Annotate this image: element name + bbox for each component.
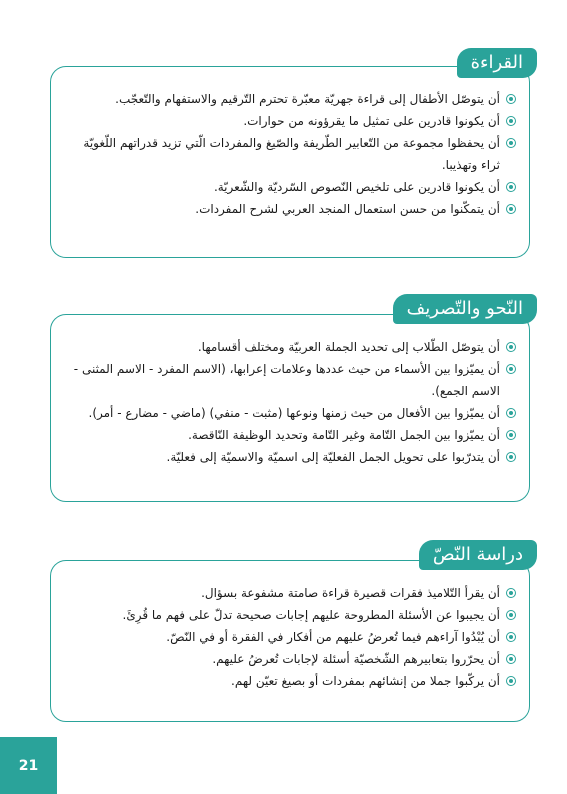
- circle-bullet-icon: [506, 430, 516, 440]
- circle-bullet-icon: [506, 342, 516, 352]
- circle-bullet-icon: [506, 654, 516, 664]
- section-title: دراسة النّصّ: [419, 540, 537, 570]
- list-item: أن يتمكّنوا من حسن استعمال المنجد العربي لشرح المفردات.: [64, 198, 516, 220]
- circle-bullet-icon: [506, 408, 516, 418]
- list-item: أن يكونوا قادرين على تمثيل ما يقرؤونه من حوارات.: [64, 110, 516, 132]
- page-number: 21: [0, 737, 57, 794]
- list-item: أن يحرّروا بتعابيرهم الشّخصيّة أسئلة لإجابات تُعرضُ عليهم.: [64, 648, 516, 670]
- list-item: أن يميّزوا بين الأسماء من حيث عددها وعلامات إعرابها، (الاسم المفرد - الاسم المثنى - الاسم الجمع).: [64, 358, 516, 402]
- circle-bullet-icon: [506, 452, 516, 462]
- circle-bullet-icon: [506, 676, 516, 686]
- list-item: أن يتوصّل الأطفال إلى قراءة جهريّة معبّرة تحترم التّرقيم والاستفهام والتّعجّب.: [64, 88, 516, 110]
- circle-bullet-icon: [506, 182, 516, 192]
- list-item: أن يكونوا قادرين على تلخيص النّصوص السّرديّة والشّعريّة.: [64, 176, 516, 198]
- list-item: أن يركّبوا جملا من إنشائهم بمفردات أو بصيغ تعيّن لهم.: [64, 670, 516, 692]
- section-reading: [50, 48, 530, 260]
- circle-bullet-icon: [506, 94, 516, 104]
- list-item: أن يميّزوا بين الجمل التّامة وغير التّامة وتحديد الوظيفة النّاقصة.: [64, 424, 516, 446]
- circle-bullet-icon: [506, 364, 516, 374]
- circle-bullet-icon: [506, 588, 516, 598]
- objectives-list: [64, 582, 516, 692]
- circle-bullet-icon: [506, 204, 516, 214]
- list-item: أن يميّزوا بين الأفعال من حيث زمنها ونوعها (مثبت - منفي) (ماضي - مضارع - أمر).: [64, 402, 516, 424]
- list-item: أن يُبْدُوا آراءهم فيما تُعرضُ عليهم من أفكار في الفقرة أو في النّصّ.: [64, 626, 516, 648]
- list-item: أن يتدرّبوا على تحويل الجمل الفعليّة إلى اسميّة والاسميّة إلى فعليّة.: [64, 446, 516, 468]
- list-item: أن يقرأ التّلاميذ فقرات قصيرة قراءة صامتة مشفوعة بسؤال.: [64, 582, 516, 604]
- circle-bullet-icon: [506, 610, 516, 620]
- list-item: أن يتوصّل الطّلاب إلى تحديد الجملة العربيّة ومختلف أقسامها.: [64, 336, 516, 358]
- list-item: أن يحفظوا مجموعة من التّعابير الطّريفة والصّيغ والمفردات الّتي تزيد قدراتهم اللّغويّة ثراء وتهذيبا.: [64, 132, 516, 176]
- section-title: القراءة: [457, 48, 537, 78]
- list-item: أن يجيبوا عن الأسئلة المطروحة عليهم إجابات صحيحة تدلّ على فهم ما قُرِئَ.: [64, 604, 516, 626]
- section-grammar: [50, 294, 530, 504]
- section-text-study: [50, 540, 530, 726]
- circle-bullet-icon: [506, 116, 516, 126]
- objectives-list: [64, 336, 516, 468]
- objectives-list: [64, 88, 516, 220]
- circle-bullet-icon: [506, 138, 516, 148]
- section-title: النّحو والتّصريف: [393, 294, 537, 324]
- circle-bullet-icon: [506, 632, 516, 642]
